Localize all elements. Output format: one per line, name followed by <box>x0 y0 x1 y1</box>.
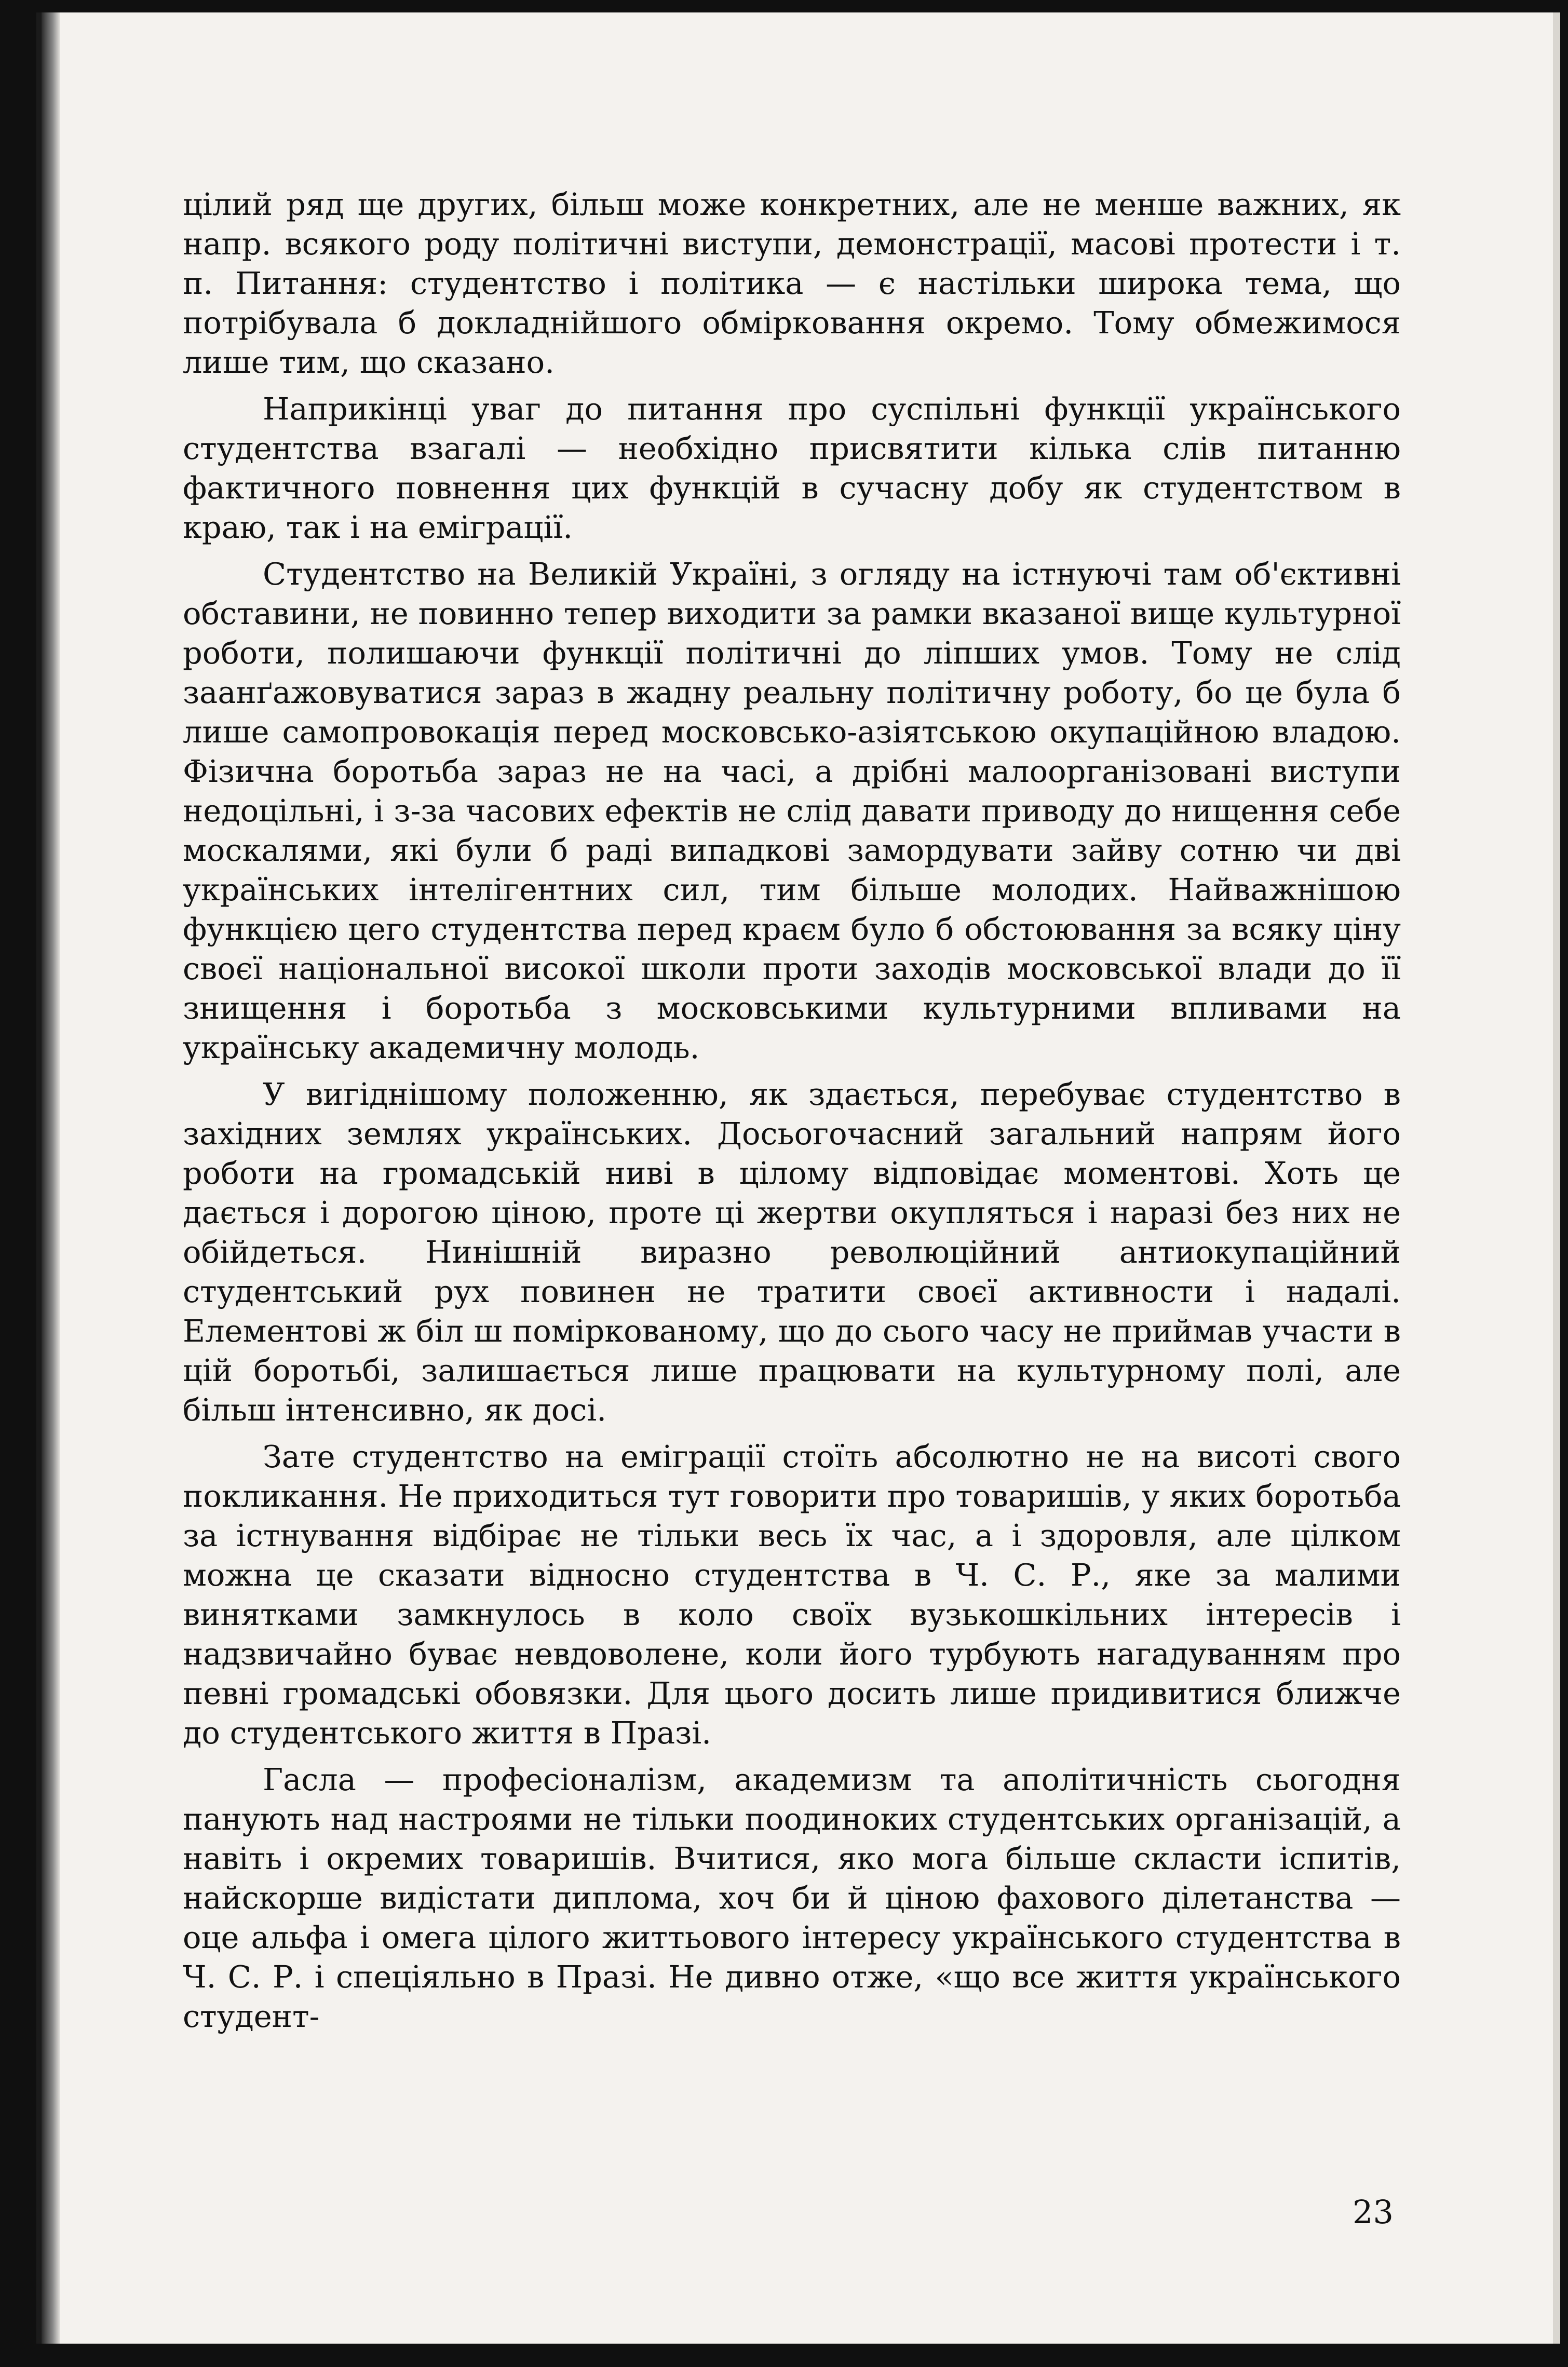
page-edge <box>1553 12 1560 2344</box>
body-text <box>183 185 1401 2044</box>
paragraph-2: Наприкінці уваг до питання про суспільні функції українського студентства взагалі — необхідно присвятити кілька слів питанню фактичного повнення цих функцій в сучасну добу як студентством в краю, так і на еміграції. <box>183 391 1401 545</box>
scanned-page <box>36 12 1560 2344</box>
paragraph-4: У вигіднішому положенню, як здається, перебуває студентство в західних землях українських. Досьогочасний загальний напрям його роботи на громадській ниві в цілому відповідає моментові. Хоть це дається і дорогою ціною, проте ці жертви окупляться і наразі без них не обійдеться. Нинішній виразно революційний антиокупаційний студентський рух повинен не тратити своєї активности і надалі. Елементові ж біл ш поміркованому, що до сього часу не приймав участи в цій боротьбі, залишається лише працювати на культурному полі, але більш інтенсивно, як досі. <box>183 1076 1401 1428</box>
paragraph-5: Зате студентство на еміграції стоїть абсолютно не на висоті свого покликання. Не приходиться тут говорити про товаришів, у яких боротьба за істнування відбірає не тільки весь їх час, а і здоровля, але цілком можна це сказати відносно студентства в Ч. С. Р., яке за малими винятками замкнулось в коло своїх вузькошкільних інтересів і надзвичайно буває невдоволене, коли його турбують нагадуванням про певні громадські обовязки. Для цього досить лише придивитися ближче до студентського життя в Празі. <box>183 1439 1401 1751</box>
paragraph-1: цілий ряд ще других, більш може конкретних, але не менше важних, як напр. всякого роду політичні виступи, демонстрації, масові протести і т. п. Питання: студентство і політика — є настільки широка тема, що потрібувала б докладнійшого обмірковання окремо. Тому обмежимося лише тим, що сказано. <box>183 186 1401 380</box>
paragraph-6: Гасла — професіоналізм, академизм та аполітичність сьогодня панують над настроями не тільки поодиноких студентських організацій, а навіть і окремих товаришів. Вчитися, яко мога більше скласти іспитів, найскорше видістати диплома, хоч би й ціною фахового ділетанства — оце альфа і омега цілого життьового інтересу українського студентства в Ч. С. Р. і спеціяльно в Празі. Не дивно отже, «що все життя українського студент- <box>183 1762 1401 2034</box>
page-number: 23 <box>1353 2193 1394 2231</box>
page-spine-shadow <box>42 12 60 2344</box>
paragraph-3: Студентство на Великій Україні, з огляду на істнуючі там об'єктивні обставини, не повинно тепер виходити за рамки вказаної вище культурної роботи, полишаючи функції політичні до ліпших умов. Тому не слід заанґажовуватися зараз в жадну реальну політичну роботу, бо це була б лише самопровокація перед московсько-азіятською окупаційною владою. Фізична боротьба зараз не на часі, а дрібні малоорганізовані виступи недоцільні, і з-за часових ефектів не слід давати приводу до нищення себе москалями, які були б раді випадкові замордувати зайву сотню чи дві українських інтелігентних сил, тим більше молодих. Найважнішою функцією цего студентства перед краєм було б обстоювання за всяку ціну своєї національної високої школи проти заходів московської влади до її знищення і боротьба з московськими культурними впливами на українську академичну молодь. <box>183 556 1401 1065</box>
